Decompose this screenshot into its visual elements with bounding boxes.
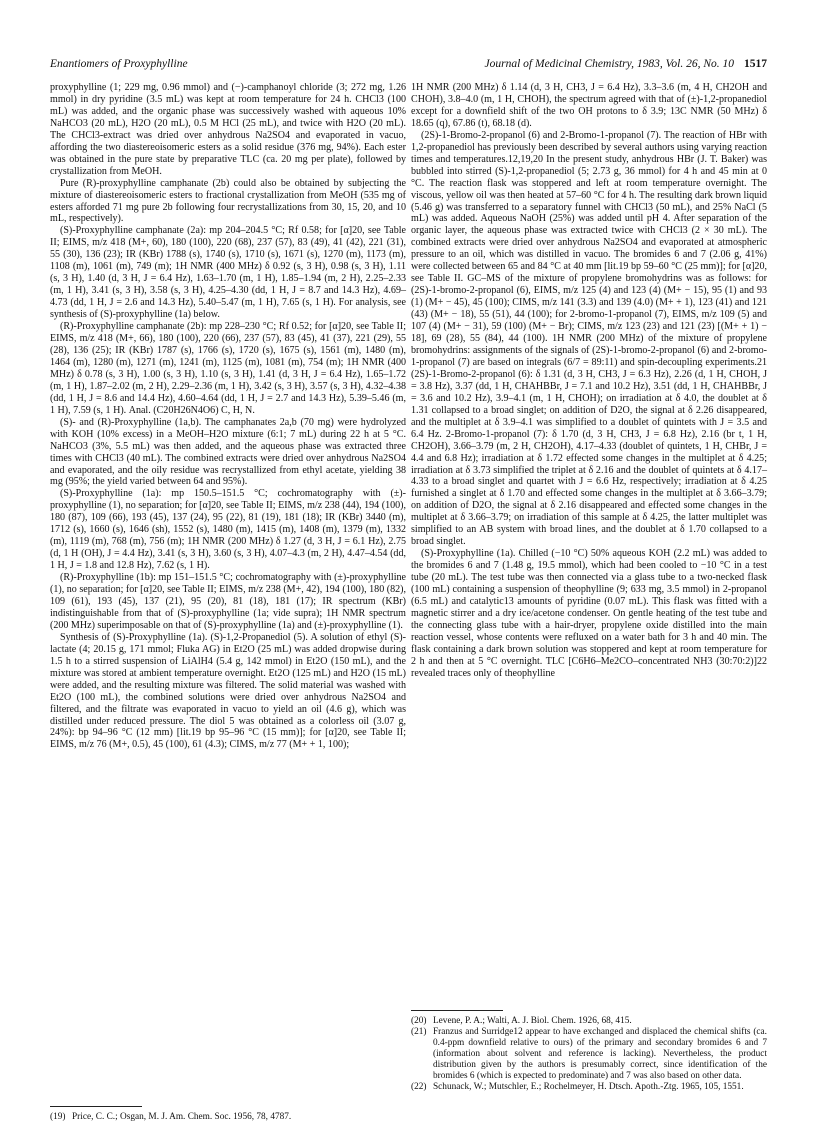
- paragraph: (S)- and (R)-Proxyphylline (1a,b). The camphanates 2a,b (70 mg) were hydrolyzed with KOH (10% excess) in a MeOH–H2O mixture (6:1; 7 mL) during 22 h at 5 °C. NaHCO3 (3%, 5.5 mL) was then added, and the aqueous phase was extracted three times with CHCl3 (40 mL). The combined extracts were dried over anhydrous Na2SO4 and evaporated, and the oily residue was recrystallized from ethyl acetate, yielding 38 mg (95%; the yield varied between 64 and 95%).: [50, 416, 406, 488]
- paragraph: (2S)-1-Bromo-2-propanol (6) and 2-Bromo-1-propanol (7). The reaction of HBr with 1,2-propanediol has previously been described by several authors using varying reaction times and temperatures.12,19,20 In the present study, anhydrous HBr (J. T. Baker) was bubbled into stirred (S)-1,2-propanediol (5; 2.73 g, 36 mmol) for 4 h and 45 min at 0 °C. The reaction flask was stoppered and left at room temperature overnight. The viscous, yellow oil was then heated at 57–60 °C for 4 h. The resulting dark brown liquid (5.46 g) was transferred to a separatory funnel with CHCl3 (50 mL), and 25% NaCl (5 mL) was added. Aqueous NaOH (25%) was added until pH 4. After separation of the organic layer, the aqueous phase was extracted twice with CHCl3 (2 × 30 mL). The combined extracts were dried over anhydrous Na2SO4 and evaporated at atmospheric pressure to an oil, which was distilled in vacuo. The bromides 6 and 7 (2.06 g, 41%) were collected between 65 and 84 °C at 40 mm [lit.19 bp 59–60 °C (25 mm)]; for [α]20, see Table II. GC–MS of the mixture of propylene bromohydrins was as follows: for (2S)-1-bromo-2-propanol (6), EIMS, m/z 125 (4) and 123 (4) (M+ − 15), 95 (1) and 93 (1) (M+ − 45), 45 (100); CIMS, m/z 141 (3.3) and 139 (4.0) (M+ + 1), 123 (41) and 121 (43) (M+ − 18), 55 (51), 44 (100); for 2-bromo-1-propanol (7), EIMS, m/z 109 (5) and 107 (4) (M+ − 31), 59 (100) (M+ − Br); CIMS, m/z 123 (23) and 121 (23) [(M+ + 1) − 18], 69 (28), 55 (84), 44 (100). 1H NMR (200 MHz) of the mixture of propylene bromohydrins: assignments of the signals of (2S)-1-bromo-2-propanol (6) and 2-bromo-1-propanol (7) are based on integrals (6/7 = 89:11) and spin-decoupling experiments.21 (2S)-1-Bromo-2-propanol (6): δ 1.31 (d, 3 H, CH3, J = 6.3 Hz), 2.26 (d, 1 H, CHOH, J = 3.8 Hz), 3.37 (dd, 1 H, CHAHBBr, J = 7.1 and 10.2 Hz), 3.51 (dd, 1 H, CHAHBBr, J = 3.6 and 10.2 Hz), 3.9–4.1 (m, 1 H, CHOH); on irradiation at δ 4.0, the doublet at δ 1.31 collapsed to a broad singlet; on addition of D2O, the signal at δ 2.26 disappeared, and the multiplet at δ 3.9–4.1 was simplified to a doublet of quintets with J = 3.5 and 6.4 Hz. 2-Bromo-1-propanol (7): δ 1.70 (d, 3 H, CH3, J = 6.8 Hz), 2.16 (br t, 1 H, CH2OH), 3.66–3.79 (m, 2 H, CH2OH), 4.17–4.33 (doublet of quintets, 1 H, CHBr, J = 4.4 and 6.8 Hz); irradiation at δ 1.72 effected some changes in the multiplet at δ 4.25; irradiation at δ 3.73 simplified the triplet at δ 2.16 and the doublet of quintets at δ 4.17–4.33 to a broad singlet and quartet with J = 6.6 Hz, respectively; irradiation at δ 4.25 furnished a singlet at δ 1.70 and effected some changes in the multiplet at δ 3.66–3.79; on addition of D2O, the signal at δ 2.16 disappeared and effected some changes in the multiplet at δ 3.66–3.79; on irradiation of this sample at δ 4.25, the latter multiplet was simplified to an AB system with broad lines, and the doublet at δ 1.70 collapsed to a broad singlet.: [411, 129, 767, 548]
- paragraph: (S)-Proxyphylline (1a): mp 150.5–151.5 °C; cochromatography with (±)-proxyphylline (1), no separation; for [α]20, see Table II; EIMS, m/z 238 (44), 194 (100), 180 (87), 109 (66), 193 (45), 137 (24), 95 (22), 81 (19), 181 (18); IR (KBr) 3440 (m), 1712 (s), 1660 (s), 1646 (sh), 1552 (s), 1480 (m), 1415 (m), 1408 (m), 1379 (m), 1332 (m), 1119 (m), 768 (m), 756 (m); 1H NMR (200 MHz) δ 1.27 (d, 3 H, J = 6.1 Hz), 2.75 (d, 1 H (OH), J = 4.4 Hz), 3.41 (s, 3 H), 3.60 (s, 3 H), 4.07–4.3 (m, 2 H), 4.47–4.54 (dd, 1 H, J = 1.8 and 12.8 Hz), 7.62 (s, 1 H).: [50, 488, 406, 572]
- left-column: [50, 82, 406, 751]
- paragraph: Pure (R)-proxyphylline camphanate (2b) could also be obtained by subjecting the mixture of diastereoisomeric esters to fractional crystallization from MeOH (535 mg of esters afforded 71 mg pure 2b following four recrystallizations from 30, 15, 20, and 10 mL, respectively).: [50, 177, 406, 225]
- footnote: [411, 1016, 767, 1027]
- footnotes-right: [411, 1006, 767, 1093]
- footnotes-left: [50, 1102, 406, 1123]
- paragraph: 1H NMR (200 MHz) δ 1.14 (d, 3 H, CH3, J = 6.4 Hz), 3.3–3.6 (m, 4 H, CH2OH and CHOH), 3.8–4.0 (m, 1 H, CHOH), the spectrum agreed with that of (±)-1,2-propanediol except for a downfield shift of the two OH protons to δ 3.9; 13C NMR (50 MHz) δ 18.65 (q), 67.86 (t), 68.18 (d).: [411, 82, 767, 129]
- footnote-rule: [411, 1010, 503, 1011]
- footnote-text: Levene, P. A.; Walti, A. J. Biol. Chem. 1926, 68, 415.: [433, 1016, 632, 1026]
- page-number: 1517: [744, 58, 767, 70]
- paragraph: (S)-Proxyphylline (1a). Chilled (−10 °C) 50% aqueous KOH (2.2 mL) was added to the bromides 6 and 7 (1.48 g, 19.5 mmol), which had been cooled to −10 °C in a test tube (20 mL). The test tube was then connected via a glass tube to a two-necked flask (100 mL) containing a suspension of theophylline (9; 633 mg, 3.5 mmol) in 2-propanol (6.5 mL) and catalytic13 amounts of pyridine (0.07 mL). This flask was fitted with a magnetic stirrer and a dry ice/acetone condenser. On gentle heating of the test tube and the connecting glass tube with a hair-dryer, propylene oxide distilled into the main reaction vessel, whose contents were refluxed on a water bath for 3 h and 40 min. The flask containing a dark brown solution was stoppered and kept at room temperature for 2 h and then at 5 °C overnight. TLC [C6H6–Me2CO–concentrated NH3 (30:70:2)]22 revealed traces only of theophylline: [411, 548, 767, 679]
- paragraph: (S)-Proxyphylline camphanate (2a): mp 204–204.5 °C; Rf 0.58; for [α]20, see Table II; EIMS, m/z 418 (M+, 60), 180 (100), 220 (68), 237 (57), 83 (49), 41 (42), 221 (31), 55 (30), 136 (23); IR (KBr) 1788 (s), 1740 (s), 1710 (s), 1671 (s), 1270 (m), 1173 (m), 1108 (m), 1061 (m), 749 (m); 1H NMR (400 MHz) δ 0.92 (s, 3 H), 0.98 (s, 3 H), 1.11 (s, 3 H), 1.40 (d, 3 H, J = 6.4 Hz), 1.63–1.70 (m, 1 H), 1.85–1.94 (m, 2 H), 2.25–2.33 (m, 1 H), 3.41 (s, 3 H), 3.58 (s, 3 H), 4.25–4.30 (dd, 1 H, J = 8.7 and 14.3 Hz), 4.69–4.73 (dd, 1 H, J = 2.6 and 14.3 Hz), 5.40–5.47 (m, 1 H), 7.65 (s, 1 H). For analysis, see synthesis of (S)-proxyphylline (1a) below.: [50, 225, 406, 321]
- right-column: [411, 82, 767, 680]
- footnote-text: Schunack, W.; Mutschler, E.; Rochelmeyer, H. Dtsch. Apoth.-Ztg. 1965, 105, 1551.: [433, 1082, 744, 1092]
- paragraph: (R)-Proxyphylline camphanate (2b): mp 228–230 °C; Rf 0.52; for [α]20, see Table II; EIMS, m/z 418 (M+, 66), 180 (100), 220 (66), 237 (57), 83 (45), 41 (37), 221 (29), 55 (28), 136 (25); IR (KBr) 1787 (s), 1766 (s), 1720 (s), 1675 (s), 1561 (m), 1480 (m), 1464 (m), 1280 (m), 1271 (m), 1241 (m), 1125 (m), 1081 (m), 754 (m); 1H NMR (400 MHz) δ 0.78 (s, 3 H), 1.00 (s, 3 H), 1.10 (s, 3 H), 1.41 (d, 3 H, J = 6.4 Hz), 1.65–1.72 (m, 1 H), 1.87–2.02 (m, 2 H), 2.29–2.36 (m, 1 H), 3.42 (s, 3 H), 3.57 (s, 3 H), 4.32–4.38 (dd, 1 H, J = 8.6 and 14.4 Hz), 4.60–4.64 (dd, 1 H, J = 2.7 and 14.3 Hz), 5.39–5.46 (m, 1 H), 7.59 (s, 1 H). Anal. (C20H26N4O6) C, H, N.: [50, 321, 406, 416]
- footnote-number: (21): [411, 1027, 427, 1037]
- paragraph: (R)-Proxyphylline (1b): mp 151–151.5 °C; cochromatography with (±)-proxyphylline (1), no separation; for [α]20, see Table II; EIMS, m/z 238 (M+, 42), 194 (100), 180 (82), 109 (61), 193 (45), 137 (21), 95 (20), 81 (18), 181 (17); IR spectrum (KBr) indistinguishable from that of (S)-proxyphylline (1a; vide supra); 1H NMR spectrum (200 MHz) superimposable on that of (S)-proxyphylline (1a) and (±)-proxyphylline (1).: [50, 572, 406, 631]
- paragraph: proxyphylline (1; 229 mg, 0.96 mmol) and (−)-camphanoyl chloride (3; 272 mg, 1.26 mmol) in dry pyridine (3.5 mL) was kept at room temperature for 24 h. CHCl3 (100 mL) was added, and the organic phase was successively washed with aqueous 10% NaHCO3 (20 mL), H2O (20 mL), 0.5 M HCl (25 mL), and twice with H2O (20 mL). The CHCl3-extract was dried over anhydrous Na2SO4 and evaporated in vacuo, affording the two diastereoisomeric esters as a solid residue (376 mg, 94%). Each ester was obtained in the pure state by preparative TLC (ca. 20 mg per plate), followed by crystallization from MeOH.: [50, 82, 406, 177]
- footnote: [411, 1027, 767, 1082]
- footnote-text: Price, C. C.; Osgan, M. J. Am. Chem. Soc. 1956, 78, 4787.: [72, 1112, 292, 1122]
- footnote-rule: [50, 1106, 142, 1107]
- footnote-number: (20): [411, 1016, 427, 1026]
- footnote-text: Franzus and Surridge12 appear to have exchanged and displaced the chemical shifts (ca. 0.4-ppm downfield relative to ours) of the primary and secondary bromides 6 and 7 (information about solvent and reference is lacking). Nevertheless, the product distribution given by the authors is presumably correct, since identification of the bromides 6 (which is expected to predominate) and 7 was also based on other data.: [433, 1027, 767, 1081]
- journal-citation: Journal of Medicinal Chemistry, 1983, Vol. 26, No. 10: [484, 58, 734, 70]
- footnote: [411, 1082, 767, 1093]
- running-head-title: Enantiomers of Proxyphylline: [50, 58, 188, 70]
- footnote-number: (19): [50, 1112, 66, 1122]
- running-head-journal: [485, 58, 767, 70]
- paragraph: Synthesis of (S)-Proxyphylline (1a). (S)-1,2-Propanediol (5). A solution of ethyl (S)-lactate (4; 20.15 g, 171 mmol; Fluka AG) in Et2O (25 mL) was added dropwise during 1.5 h to a stirred suspension of LiAlH4 (5.4 g, 142 mmol) in Et2O (150 mL), and the mixture was stored at ambient temperature overnight. Et2O (125 mL) and H2O (15 mL) were added, and the resulting mixture was filtered. The solid material was washed with Et2O (100 mL), the combined solutions were dried over anhydrous Na2SO4 and filtered, and the filtrate was evaporated in vacuo to yield an oil (4.6 g), which was distilled under reduced pressure. The diol 5 was obtained as a colorless oil (3.07 g, 24%): bp 94–96 °C (12 mm) [lit.19 bp 95–96 °C (15 mm)]; for [α]20, see Table II; EIMS, m/z 76 (M+, 0.5), 45 (100), 61 (4.3); CIMS, m/z 77 (M+ + 1, 100);: [50, 631, 406, 751]
- footnote: [50, 1112, 406, 1123]
- footnote-number: (22): [411, 1082, 427, 1092]
- running-head: [50, 58, 767, 76]
